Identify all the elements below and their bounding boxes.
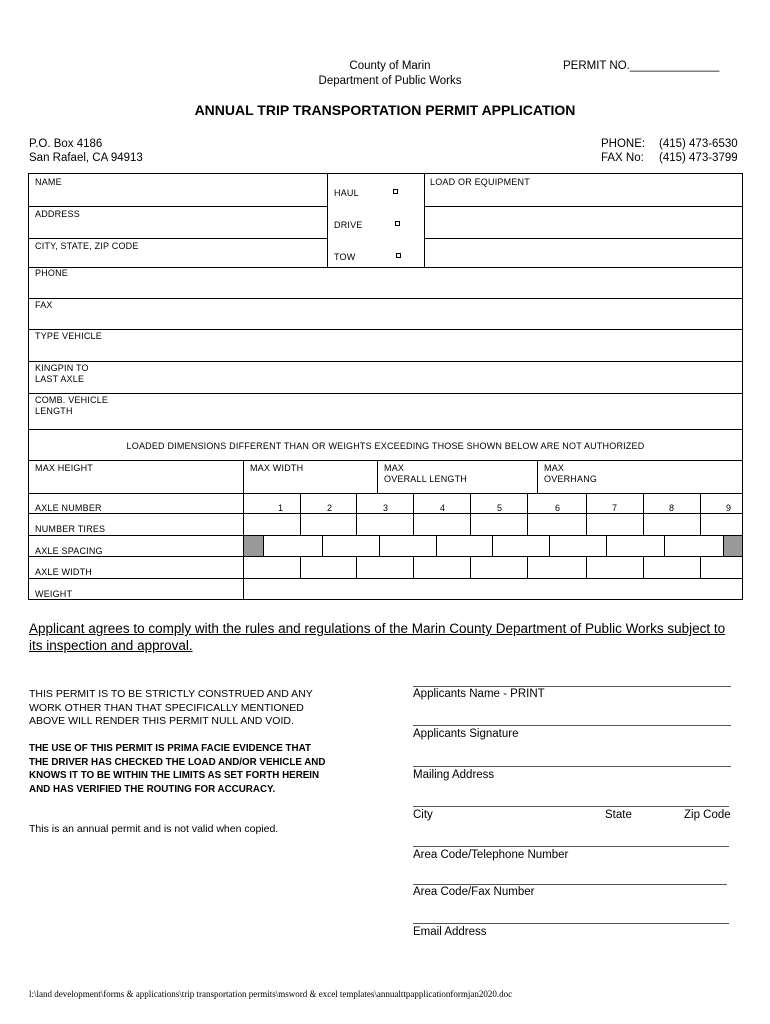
load-equipment-label: LOAD OR EQUIPMENT bbox=[430, 177, 530, 187]
address-label: ADDRESS bbox=[35, 209, 80, 219]
null-void-notice bbox=[29, 688, 313, 729]
number-tires-label: NUMBER TIRES bbox=[35, 524, 106, 534]
axle-number-2: 2 bbox=[326, 503, 332, 513]
axle-number-5: 5 bbox=[496, 503, 502, 513]
axle-number-7: 7 bbox=[611, 503, 617, 513]
axle-number-1: 1 bbox=[277, 503, 283, 513]
load-equipment-field-3[interactable] bbox=[424, 238, 743, 267]
applicant-name-label: Applicants Name - PRINT bbox=[413, 688, 545, 700]
applicant-name-line[interactable] bbox=[413, 686, 731, 687]
null-void-line-3: ABOVE WILL RENDER THIS PERMIT NULL AND VOID. bbox=[29, 715, 294, 727]
fax-field[interactable] bbox=[28, 299, 743, 329]
permit-number[interactable]: PERMIT NO.______________ bbox=[563, 60, 720, 72]
weight-label: WEIGHT bbox=[35, 589, 73, 599]
type-vehicle-label: TYPE VEHICLE bbox=[35, 331, 102, 341]
prima-facie-line-3: KNOWS IT TO BE WITHIN THE LIMITS AS SET FORTH HEREIN bbox=[29, 770, 320, 781]
axle-number-8: 8 bbox=[668, 503, 674, 513]
axle-number-3: 3 bbox=[382, 503, 388, 513]
max-overall-label-1: MAX bbox=[384, 463, 405, 473]
load-equipment-field-2[interactable] bbox=[424, 206, 743, 238]
email-label: Email Address bbox=[413, 926, 487, 938]
load-equipment-field-1[interactable] bbox=[424, 186, 743, 206]
state-label: State bbox=[605, 809, 632, 821]
haul-checkbox[interactable] bbox=[393, 189, 398, 194]
agreement-line-2: its inspection and approval. bbox=[29, 638, 193, 653]
haul-label: HAUL bbox=[334, 188, 359, 198]
dimensions-notice: LOADED DIMENSIONS DIFFERENT THAN OR WEIGHTS EXCEEDING THOSE SHOWN BELOW ARE NOT AUTHORIZED bbox=[126, 441, 645, 451]
max-height-field[interactable] bbox=[28, 461, 243, 493]
mailing-po-box: P.O. Box 4186 bbox=[29, 138, 103, 150]
number-tires-row[interactable] bbox=[244, 514, 743, 535]
prima-facie-line-1: THE USE OF THIS PERMIT IS PRIMA FACIE EVIDENCE THAT bbox=[29, 743, 311, 754]
max-height-label: MAX HEIGHT bbox=[35, 463, 94, 473]
axle-number-4: 4 bbox=[439, 503, 445, 513]
axle-width-row[interactable] bbox=[244, 557, 743, 578]
prima-facie-line-4: AND HAS VERIFIED THE ROUTING FOR ACCURACY. bbox=[29, 783, 276, 795]
city-state-zip-field[interactable] bbox=[28, 250, 327, 267]
applicant-signature-line[interactable] bbox=[413, 725, 731, 726]
phone-number: (415) 473-6530 bbox=[659, 138, 738, 150]
max-overall-length-field[interactable] bbox=[378, 461, 537, 493]
county-name: County of Marin bbox=[349, 60, 431, 72]
fax-number: (415) 473-3799 bbox=[659, 152, 738, 164]
weight-field[interactable] bbox=[244, 579, 743, 600]
city-state-zip-line[interactable] bbox=[413, 806, 729, 807]
axle-number-9: 9 bbox=[725, 503, 731, 513]
name-field[interactable] bbox=[28, 186, 327, 206]
axle-spacing-shaded-end bbox=[724, 536, 742, 556]
max-overhang-field[interactable] bbox=[538, 461, 743, 493]
fax-label-sig: Area Code/Fax Number bbox=[413, 886, 535, 898]
file-path-footer: l:\land development\forms & applications\trip transportation permits\msword & excel templates\annualttpapplicationformjan2020.doc bbox=[29, 989, 513, 999]
comb-vehicle-label-1: COMB. VEHICLE bbox=[35, 395, 109, 405]
kingpin-label-2: LAST AXLE bbox=[35, 374, 85, 384]
prima-facie-line-2: THE DRIVER HAS CHECKED THE LOAD AND/OR VEHICLE AND bbox=[29, 756, 326, 768]
applicant-signature-label: Applicants Signature bbox=[413, 728, 519, 740]
kingpin-label-1: KINGPIN TO bbox=[35, 363, 89, 373]
axle-width-label: AXLE WIDTH bbox=[35, 567, 93, 577]
drive-checkbox[interactable] bbox=[395, 221, 400, 226]
max-overhang-label-1: MAX bbox=[544, 463, 565, 473]
comb-vehicle-length-field[interactable] bbox=[28, 394, 743, 429]
max-overall-label-2: OVERALL LENGTH bbox=[384, 474, 467, 484]
tow-checkbox[interactable] bbox=[396, 253, 401, 258]
prima-facie-notice bbox=[29, 742, 325, 796]
type-vehicle-field[interactable] bbox=[28, 330, 743, 361]
max-width-field[interactable] bbox=[244, 461, 377, 493]
phone-field-label: PHONE bbox=[35, 268, 69, 278]
phone-label: PHONE: bbox=[601, 138, 646, 150]
telephone-line[interactable] bbox=[413, 846, 729, 847]
fax-line[interactable] bbox=[413, 884, 727, 885]
fax-field-label: FAX bbox=[35, 300, 53, 310]
drive-label: DRIVE bbox=[334, 220, 363, 230]
mailing-address-line[interactable] bbox=[413, 766, 731, 767]
address-field[interactable] bbox=[28, 218, 327, 238]
null-void-line-2: WORK OTHER THAN THAT SPECIFICALLY MENTIONED bbox=[29, 701, 304, 714]
axle-spacing-row[interactable] bbox=[263, 536, 723, 556]
kingpin-field[interactable] bbox=[28, 362, 743, 393]
mailing-address-label: Mailing Address bbox=[413, 769, 495, 781]
city-state-zip-label: CITY, STATE, ZIP CODE bbox=[35, 241, 139, 251]
tow-label: TOW bbox=[334, 252, 356, 262]
axle-spacing-label: AXLE SPACING bbox=[35, 546, 103, 556]
comb-vehicle-label-2: LENGTH bbox=[35, 406, 73, 416]
null-void-line-1: THIS PERMIT IS TO BE STRICTLY CONSTRUED AND ANY bbox=[29, 688, 313, 700]
city-label: City bbox=[413, 809, 433, 821]
mailing-city: San Rafael, CA 94913 bbox=[29, 152, 143, 164]
page-title: ANNUAL TRIP TRANSPORTATION PERMIT APPLICATION bbox=[194, 102, 576, 118]
agreement-line-1: Applicant agrees to comply with the rules and regulations of the Marin County Department of Public Works subject to bbox=[29, 621, 726, 636]
axle-number-label: AXLE NUMBER bbox=[35, 503, 102, 513]
max-width-label: MAX WIDTH bbox=[250, 463, 304, 473]
axle-number-6: 6 bbox=[554, 503, 560, 513]
department-name: Department of Public Works bbox=[318, 75, 462, 87]
fax-label: FAX No: bbox=[601, 152, 644, 164]
axle-spacing-shaded-start bbox=[244, 536, 263, 556]
annual-permit-notice: This is an annual permit and is not valid when copied. bbox=[29, 823, 279, 835]
telephone-label: Area Code/Telephone Number bbox=[413, 849, 569, 861]
phone-field[interactable] bbox=[28, 268, 743, 298]
name-label: NAME bbox=[35, 177, 62, 187]
zip-label: Zip Code bbox=[684, 809, 731, 821]
email-line[interactable] bbox=[413, 923, 729, 924]
max-overhang-label-2: OVERHANG bbox=[544, 474, 598, 484]
